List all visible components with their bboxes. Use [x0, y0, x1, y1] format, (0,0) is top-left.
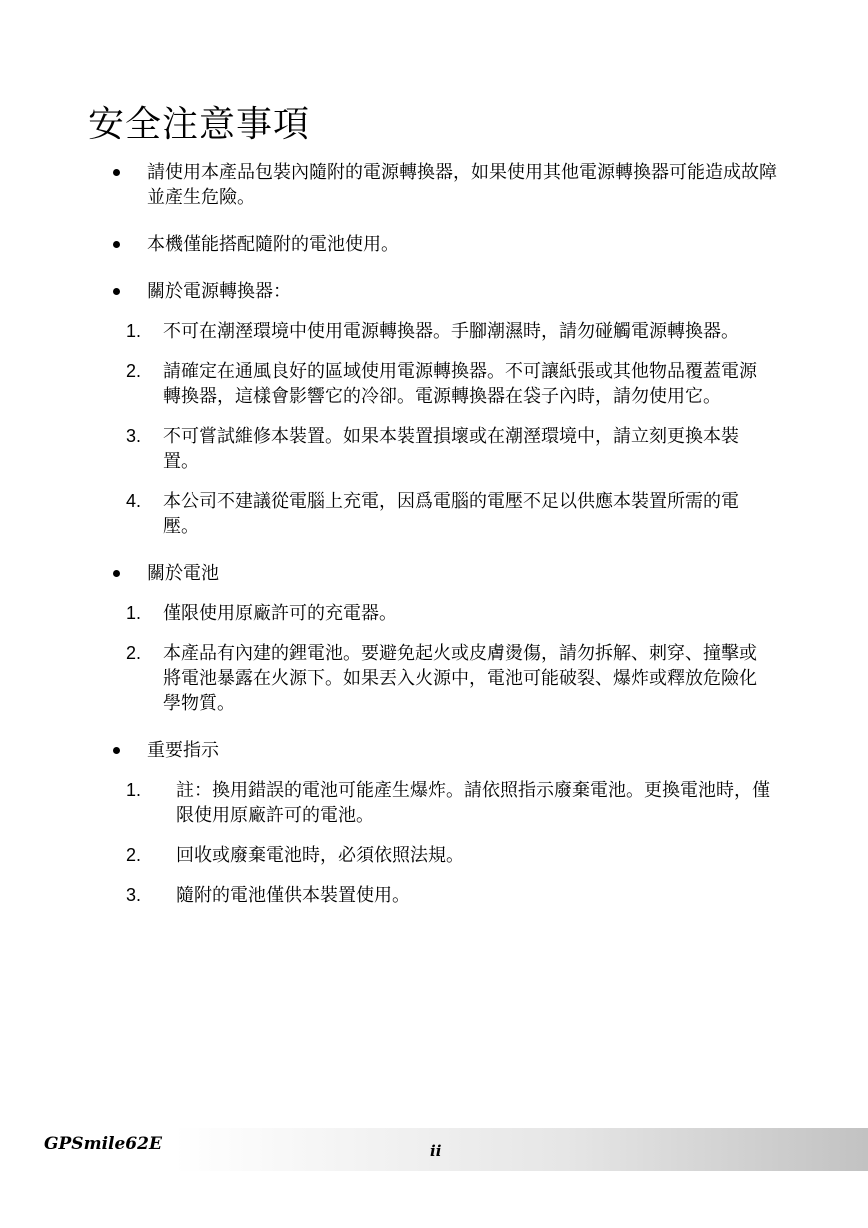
item-number: 2.: [126, 845, 142, 865]
item-text: 不可嘗試維修本裝置。如果本裝置損壞或在潮溼環境中，請立刻更換本裝置。: [163, 426, 739, 472]
item-text: 隨附的電池僅供本裝置使用。: [176, 885, 410, 906]
footer-page-number: ii: [430, 1142, 442, 1160]
bullet-icon: [113, 241, 120, 248]
numbered-item: [0, 319, 768, 344]
numbered-item: [0, 489, 768, 539]
item-number: 1.: [126, 780, 142, 800]
numbered-item: [0, 359, 768, 409]
item-number: 2.: [126, 361, 142, 381]
page-title: 安全注意事項: [88, 104, 311, 145]
numbered-item: [0, 601, 768, 626]
item-text: 本產品有內建的鋰電池。要避免起火或皮膚燙傷，請勿拆解、刺穿、撞擊或將電池暴露在火源下。如果丟入火源中，電池可能破裂、爆炸或釋放危險化學物質。: [163, 643, 757, 714]
bullet-icon: [113, 288, 120, 295]
bullet-item: [0, 738, 777, 763]
bullet-item: [0, 279, 777, 304]
item-number: 3.: [126, 885, 142, 905]
numbered-item: [0, 424, 768, 474]
item-number: 3.: [126, 426, 142, 446]
footer-model-name: GPSmile62E: [44, 1134, 162, 1154]
safety-content: [0, 160, 868, 908]
item-text: 請使用本產品包裝內隨附的電源轉換器，如果使用其他電源轉換器可能造成故障並產生危險。: [147, 162, 777, 208]
item-number: 1.: [126, 603, 142, 623]
item-text: 僅限使用原廠許可的充電器。: [163, 603, 397, 624]
item-number: 2.: [126, 643, 142, 663]
bullet-icon: [113, 169, 120, 176]
item-text: 關於電源轉換器：: [147, 281, 291, 302]
item-text: 請確定在通風良好的區域使用電源轉換器。不可讓紙張或其他物品覆蓋電源轉換器，這樣會影響它的冷卻。電源轉換器在袋子內時，請勿使用它。: [163, 361, 757, 407]
item-text: 註：換用錯誤的電池可能產生爆炸。請依照指示廢棄電池。更換電池時，僅限使用原廠許可的電池。: [176, 780, 770, 826]
numbered-item: [0, 843, 776, 868]
bullet-item: [0, 160, 777, 210]
item-text: 重要指示: [147, 740, 219, 761]
bullet-icon: [113, 570, 120, 577]
item-text: 不可在潮溼環境中使用電源轉換器。手腳潮濕時，請勿碰觸電源轉換器。: [163, 321, 739, 342]
item-number: 4.: [126, 491, 142, 511]
item-text: 關於電池: [147, 563, 219, 584]
item-number: 1.: [126, 321, 142, 341]
bullet-icon: [113, 747, 120, 754]
bullet-item: [0, 561, 777, 586]
item-text: 本機僅能搭配隨附的電池使用。: [147, 234, 399, 255]
item-text: 本公司不建議從電腦上充電，因爲電腦的電壓不足以供應本裝置所需的電壓。: [163, 491, 739, 537]
numbered-item: [0, 641, 768, 716]
numbered-item: [0, 883, 776, 908]
bullet-item: [0, 232, 777, 257]
item-text: 回收或廢棄電池時，必須依照法規。: [176, 845, 464, 866]
numbered-item: [0, 778, 776, 828]
